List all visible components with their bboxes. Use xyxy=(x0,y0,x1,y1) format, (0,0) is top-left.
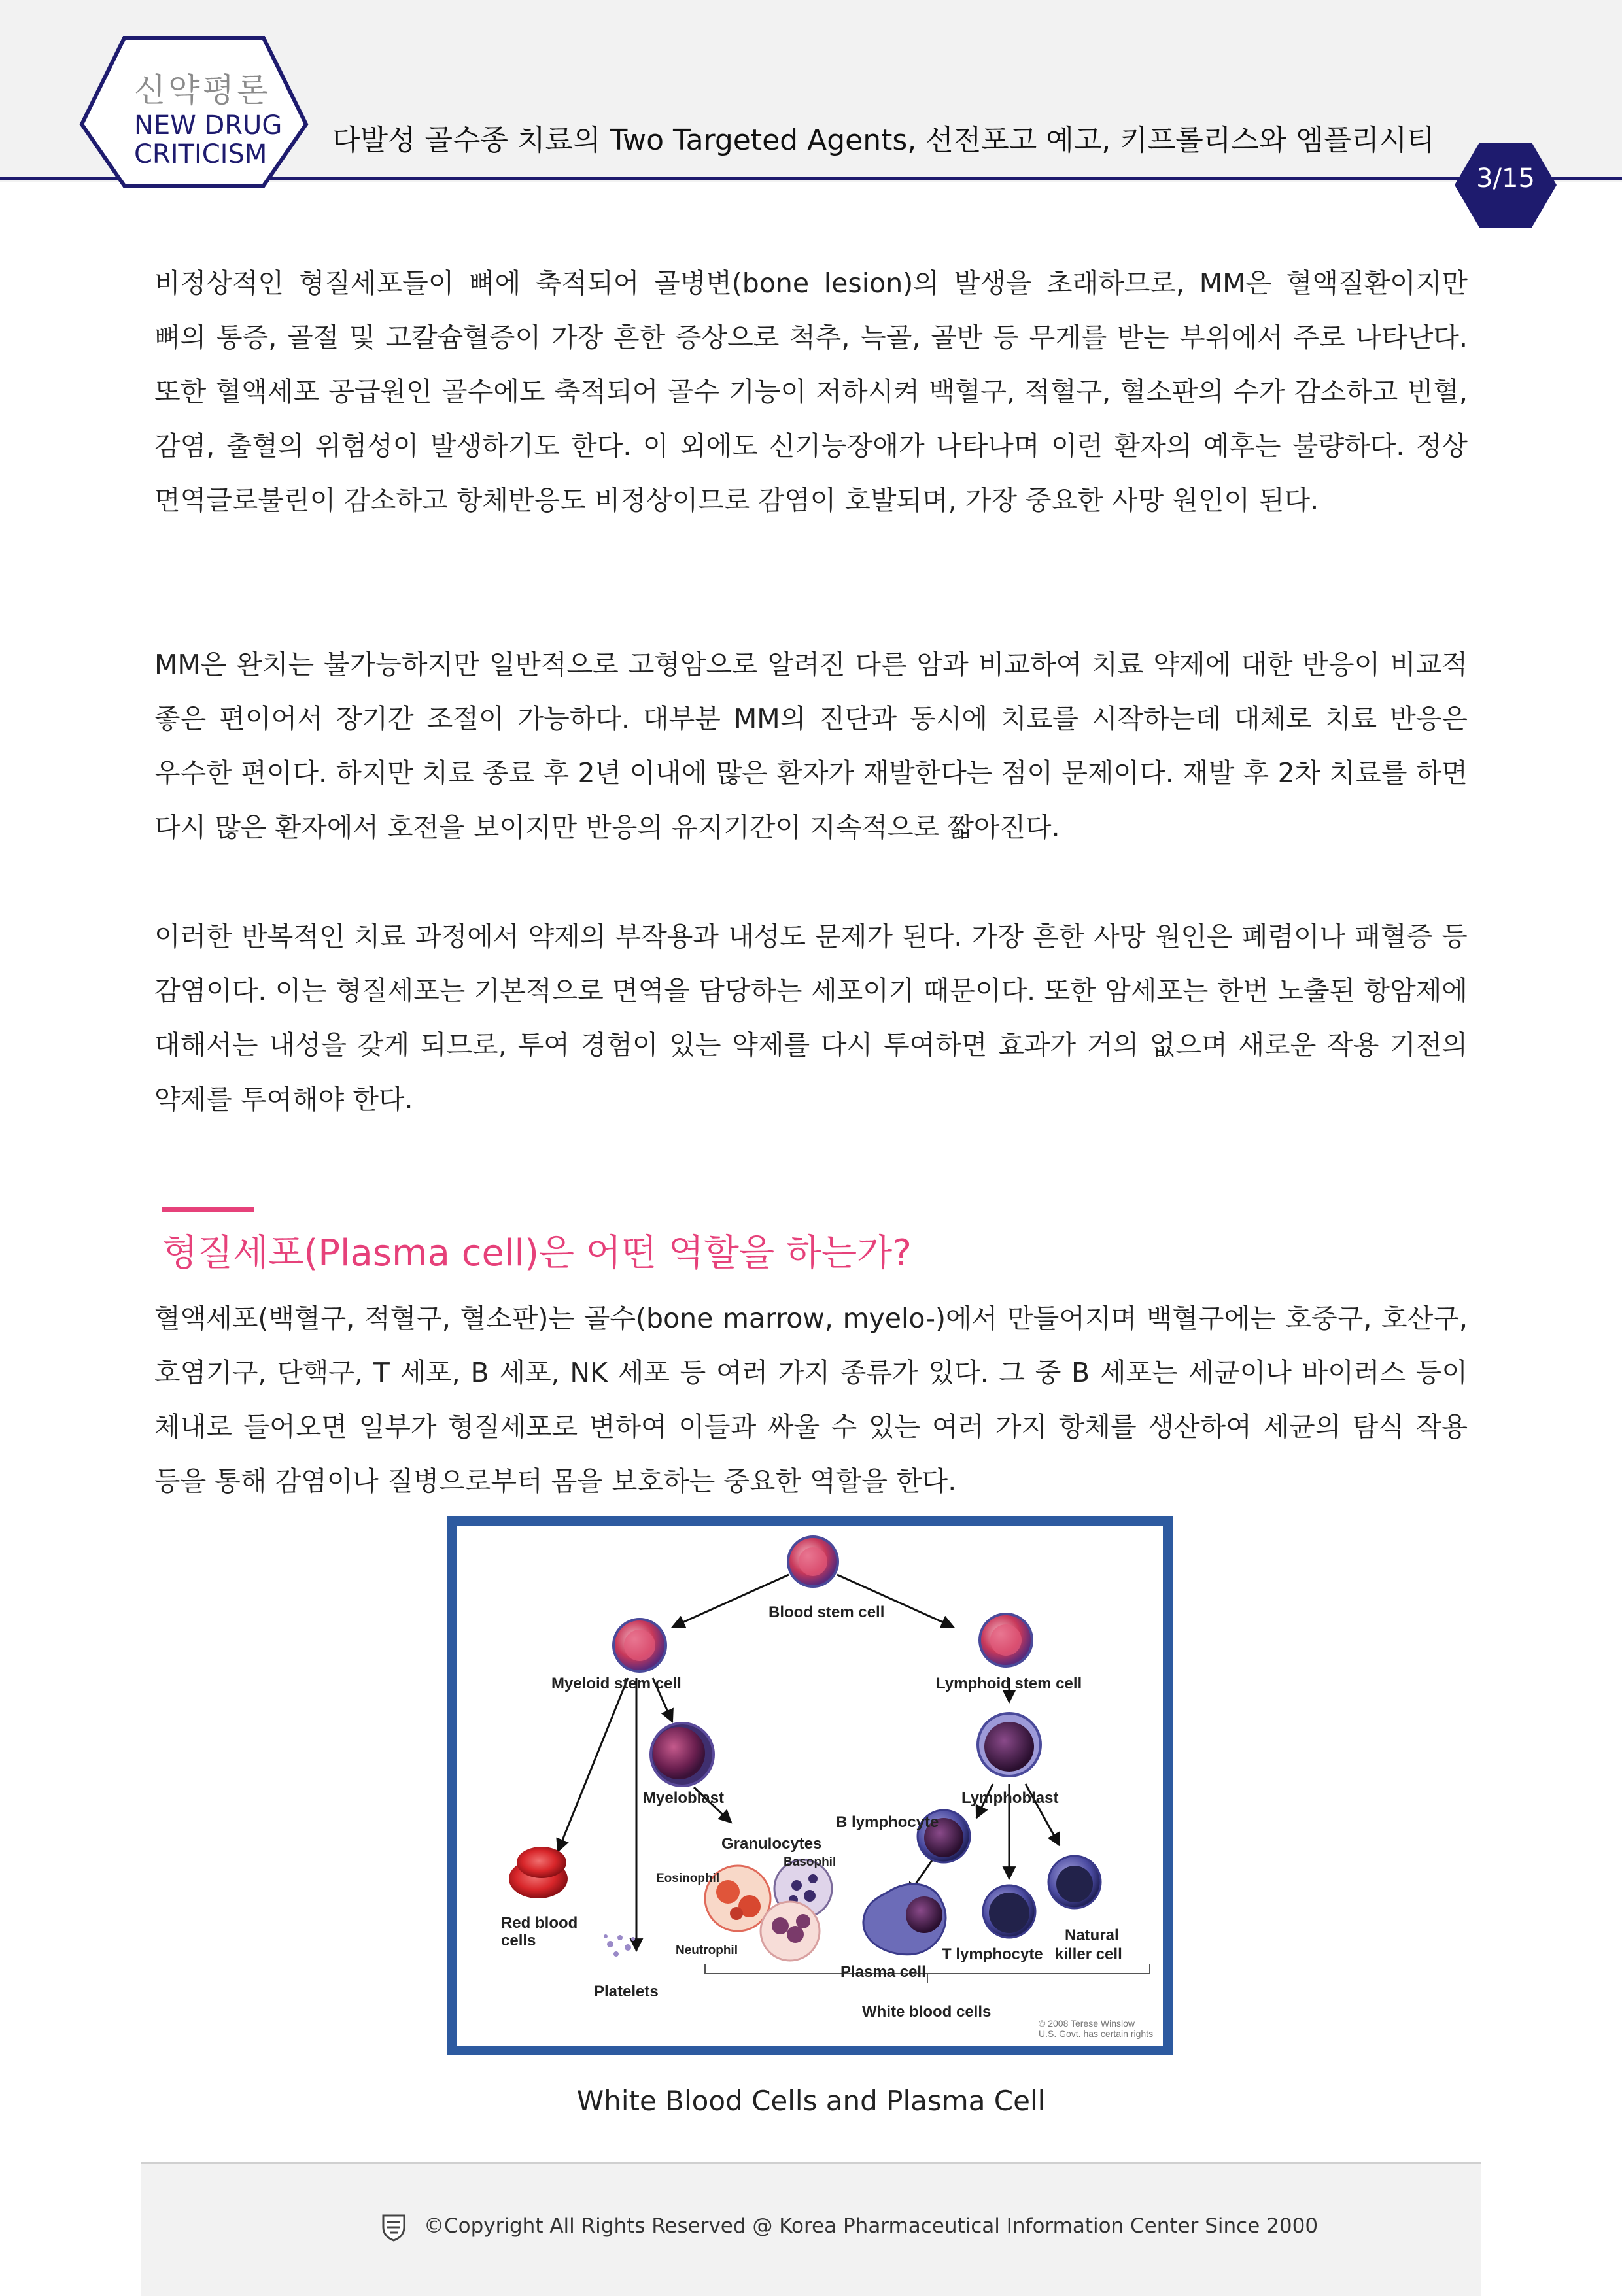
body-paragraph-1: 비정상적인 형질세포들이 뼈에 축적되어 골병변(bone lesion)의 발생을 초래하므로, MM은 혈액질환이지만 뼈의 통증, 골절 및 고칼슘혈증이 가장 흔한 증상으로 척추, 늑골, 골반 등 무게를 받는 부위에서 주로 나타난다. 또한 혈액세포 공급원인 골수에도 축적되어 골수 기능이 저하시켜 백혈구, 적혈구, 혈소판의 수가 감소하고 빈혈, 감염, 출혈의 위험성이 발생하기도 한다. 이 외에도 신기능장애가 나타나며 이런 환자의 예후는 불량하다. 정상 면역글로불린이 감소하고 항체반응도 비정상이므로 감염이 호발되며, 가장 중요한 사망 원인이 된다. xyxy=(154,267,1468,516)
label-platelets: Platelets xyxy=(594,1983,659,2000)
logo-korean: 신약평론 xyxy=(134,71,271,109)
figure-frame xyxy=(447,1516,1173,2055)
label-basophil: Basophil xyxy=(784,1855,837,1869)
label-natural-killer-2: killer cell xyxy=(1055,1945,1122,1963)
copyright-text: ©Copyright All Rights Reserved @ Korea Pharmaceutical Information Center Since 2000 xyxy=(424,2214,1319,2238)
header-title: 다발성 골수종 치료의 Two Targeted Agents, 선전포고 예고, 키프롤리스와 엠플리시티 xyxy=(332,124,1435,157)
label-t-lymphocyte: T lymphocyte xyxy=(942,1945,1043,1963)
body-paragraph-2: MM은 완치는 불가능하지만 일반적으로 고형암으로 알려진 다른 암과 비교하여 치료 약제에 대한 반응이 비교적 좋은 편이어서 장기간 조절이 가능하다. 대부분 MM의 진단과 동시에 치료를 시작하는데 대체로 치료 반응은 우수한 편이다. 하지만 치료 종료 후 2년 이내에 많은 환자가 재발한다는 점이 문제이다. 재발 후 2차 치료를 하면 다시 많은 환자에서 호전을 보이지만 반응의 유지기간이 지속적으로 짧아진다. xyxy=(154,649,1468,843)
label-neutrophil: Neutrophil xyxy=(676,1944,738,1957)
label-granulocytes: Granulocytes xyxy=(721,1835,822,1853)
label-lymphoblast: Lymphoblast xyxy=(961,1789,1059,1807)
label-lymphoid-stem-cell: Lymphoid stem cell xyxy=(936,1675,1082,1692)
label-white-blood-cells: White blood cells xyxy=(862,2003,992,2021)
label-blood-stem-cell: Blood stem cell xyxy=(768,1603,885,1621)
page-number: 3/15 xyxy=(1476,163,1535,194)
label-natural-killer-1: Natural xyxy=(1065,1927,1119,1944)
section-paragraph: 혈액세포(백혈구, 적혈구, 혈소판)는 골수(bone marrow, myelo-)에서 만들어지며 백혈구에는 호중구, 호산구, 호염기구, 단핵구, T 세포, B 세포, NK 세포 등 여러 가지 종류가 있다. 그 중 B 세포는 세균이나 바이러스 등이 체내로 들어오면 일부가 형질세포로 변하여 이들과 싸울 수 있는 여러 가지 항체를 생산하여 세균의 탐식 작용 등을 통해 감염이나 질병으로부터 몸을 보호하는 중요한 역할을 한다. xyxy=(154,1303,1468,1497)
figure-caption: White Blood Cells and Plasma Cell xyxy=(576,2085,1046,2117)
section-accent-bar xyxy=(162,1207,254,1212)
figure-credit-1: © 2008 Terese Winslow xyxy=(1039,2018,1135,2029)
logo-english-line1: NEW DRUG xyxy=(134,111,283,141)
shield-icon xyxy=(381,2213,407,2242)
label-myeloid-stem-cell: Myeloid stem cell xyxy=(551,1675,682,1692)
label-eosinophil: Eosinophil xyxy=(656,1872,720,1885)
logo-english-line2: CRITICISM xyxy=(134,139,267,169)
section-title: 형질세포(Plasma cell)은 어떤 역할을 하는가? xyxy=(162,1232,912,1275)
label-red-blood-cells-2: cells xyxy=(501,1932,536,1949)
label-red-blood-cells-1: Red blood xyxy=(501,1914,578,1932)
label-myeloblast: Myeloblast xyxy=(643,1789,725,1807)
figure-credit-2: U.S. Govt. has certain rights xyxy=(1039,2029,1154,2039)
body-paragraph-3: 이러한 반복적인 치료 과정에서 약제의 부작용과 내성도 문제가 된다. 가장 흔한 사망 원인은 폐렴이나 패혈증 등 감염이다. 이는 형질세포는 기본적으로 면역을 담당하는 세포이기 때문이다. 또한 암세포는 한번 노출된 항암제에 대해서는 내성을 갖게 되므로, 투여 경험이 있는 약제를 다시 투여하면 효과가 거의 없으며 새로운 작용 기전의 약제를 투여해야 한다. xyxy=(154,921,1468,1115)
label-plasma-cell: Plasma cell xyxy=(840,1963,926,1981)
label-b-lymphocyte: B lymphocyte xyxy=(836,1813,939,1831)
